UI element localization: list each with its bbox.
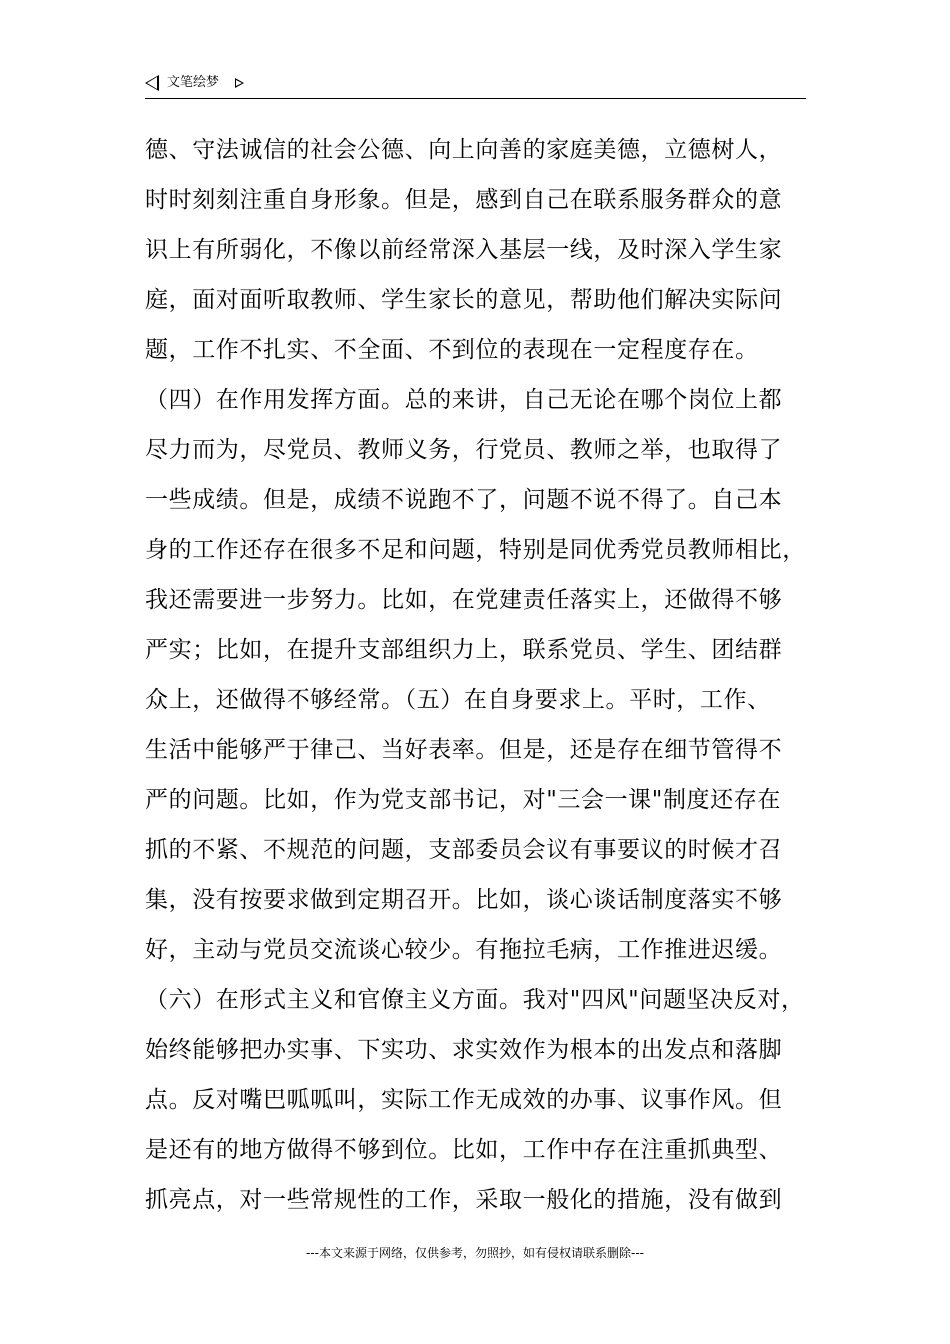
text-line: 识上有所弱化，不像以前经常深入基层一线，及时深入学生家	[145, 237, 783, 263]
text-line: 庭，面对面听取教师、学生家长的意见，帮助他们解决实际问	[145, 287, 783, 313]
text-line: 尽力而为，尽党员、教师义务，行党员、教师之举，也取得了	[145, 437, 783, 463]
text-line: 抓亮点，对一些常规性的工作，采取一般化的措施，没有做到	[145, 1187, 783, 1213]
text-line: 题，工作不扎实、不全面、不到位的表现在一定程度存在。	[145, 337, 759, 363]
page-footer: ---本文来源于网络，仅供参考，勿照抄，如有侵权请联系删除---	[306, 1246, 644, 1260]
text-line: 集，没有按要求做到定期召开。比如，谈心谈话制度落实不够	[145, 887, 783, 913]
text-line: 众上，还做得不够经常。（五）在自身要求上。平时，工作、	[145, 687, 771, 713]
triangle-right-icon	[235, 78, 244, 88]
text-line: 一些成绩。但是，成绩不说跑不了，问题不说不得了。自己本	[145, 487, 783, 513]
text-line: （六）在形式主义和官僚主义方面。我对"四风"问题坚决反对，	[145, 987, 805, 1013]
text-line: 是还有的地方做得不够到位。比如，工作中存在注重抓典型、	[145, 1137, 783, 1163]
header-title: 文笔绘梦	[167, 75, 220, 90]
text-line: （四）在作用发挥方面。总的来讲，自己无论在哪个岗位上都	[145, 387, 783, 413]
text-line: 抓的不紧、不规范的问题，支部委员会议有事要议的时候才召	[145, 837, 783, 863]
text-line: 严实；比如，在提升支部组织力上，联系党员、学生、团结群	[145, 637, 783, 663]
text-line: 时时刻刻注重自身形象。但是，感到自己在联系服务群众的意	[145, 187, 783, 213]
text-line: 我还需要进一步努力。比如，在党建责任落实上，还做得不够	[145, 587, 783, 613]
triangle-left-icon	[145, 75, 159, 91]
body-text	[145, 125, 806, 1225]
page-header	[145, 70, 806, 99]
text-line: 好，主动与党员交流谈心较少。有拖拉毛病，工作推进迟缓。	[145, 937, 783, 963]
text-line: 始终能够把办实事、下实功、求实效作为根本的出发点和落脚	[145, 1037, 783, 1063]
text-line: 点。反对嘴巴呱呱叫，实际工作无成效的办事、议事作风。但	[145, 1087, 783, 1113]
text-line: 德、守法诚信的社会公德、向上向善的家庭美德，立德树人，	[145, 137, 783, 163]
text-line: 严的问题。比如，作为党支部书记，对"三会一课"制度还存在	[145, 787, 781, 813]
text-line: 身的工作还存在很多不足和问题，特别是同优秀党员教师相比，	[145, 537, 806, 563]
text-line: 生活中能够严于律己、当好表率。但是，还是存在细节管得不	[145, 737, 783, 763]
